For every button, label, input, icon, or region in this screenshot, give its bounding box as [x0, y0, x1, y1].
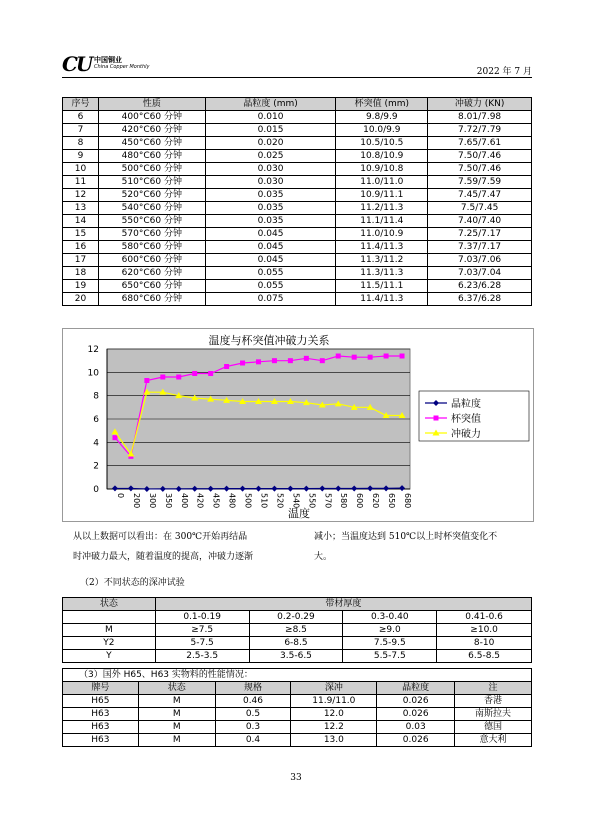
table-cell: H63: [63, 734, 139, 747]
cell-cupping: 11.3/11.2: [336, 254, 428, 267]
cell-value: 5.5-7.5: [343, 650, 437, 663]
table-cell: M: [138, 721, 215, 734]
cell-grain-size: 0.035: [205, 202, 336, 215]
table-row: [63, 241, 532, 254]
thickness-range: 0.3-0.40: [343, 611, 437, 624]
table-cell: 13.0: [291, 734, 377, 747]
cell-condition: 510°C60 分钟: [98, 176, 205, 189]
cell-force: 7.65/7.61: [428, 137, 532, 150]
data-point: [240, 361, 245, 366]
cell-force: 7.50/7.46: [428, 150, 532, 163]
cell-cupping: 10.8/10.9: [336, 150, 428, 163]
table-row: [63, 137, 532, 150]
cell-value: ≥10.0: [437, 624, 532, 637]
cell-index: 9: [63, 150, 99, 163]
cell-cupping: 11.5/11.1: [336, 280, 428, 293]
cell-value: 2.5-3.5: [155, 650, 249, 663]
cell-value: 8-10: [437, 637, 532, 650]
col-header-condition: 性质: [98, 98, 205, 111]
cell-condition: 570°C60 分钟: [98, 228, 205, 241]
cell-index: 18: [63, 267, 99, 280]
table-cell: 0.5: [215, 708, 291, 721]
cell-force: 7.25/7.17: [428, 228, 532, 241]
cell-index: 11: [63, 176, 99, 189]
data-point: [112, 435, 117, 440]
table-row: [63, 150, 532, 163]
data-point: [336, 354, 341, 359]
cell-force: 7.59/7.59: [428, 176, 532, 189]
table-row: [63, 189, 532, 202]
x-tick-label: 480: [227, 493, 237, 509]
x-tick-label: 450: [211, 493, 221, 509]
cell-grain-size: 0.075: [205, 293, 336, 306]
table-cell: 12.0: [291, 708, 377, 721]
cell-grain-size: 0.045: [205, 241, 336, 254]
cell-grain-size: 0.055: [205, 280, 336, 293]
y-tick-label: 4: [93, 438, 99, 449]
table-cell: 德国: [455, 721, 532, 734]
cell-state: Y2: [63, 637, 156, 650]
x-axis-label: 温度: [288, 507, 310, 520]
paragraph-right-col: [314, 527, 534, 567]
table-cell: 0.026: [377, 708, 455, 721]
x-tick-label: 550: [307, 493, 317, 509]
cell-condition: 540°C60 分钟: [98, 202, 205, 215]
table-cell: 香港: [455, 695, 532, 708]
cell-force: 7.03/7.04: [428, 267, 532, 280]
x-tick-label: 600: [355, 493, 365, 509]
table-cell: 11.9/11.0: [291, 695, 377, 708]
journal-logo: [62, 52, 157, 74]
table-row: [63, 734, 532, 747]
cell-value: 5-7.5: [155, 637, 249, 650]
data-point: [224, 364, 229, 369]
cell-grain-size: 0.035: [205, 215, 336, 228]
y-tick-label: 10: [87, 368, 99, 379]
page-number: 33: [290, 773, 302, 783]
section-3-heading-row: [63, 669, 532, 682]
cell-cupping: 10.9/10.8: [336, 163, 428, 176]
paragraph-line: 时冲破力最大，随着温度的提高，冲破力逐渐: [73, 552, 254, 562]
cell-index: 14: [63, 215, 99, 228]
table-cell: 0.46: [215, 695, 291, 708]
cell-index: 7: [63, 124, 99, 137]
y-tick-label: 12: [87, 345, 99, 355]
cell-index: 10: [63, 163, 99, 176]
legend-label: 杯突值: [451, 414, 481, 425]
cell-grain-size: 0.055: [205, 267, 336, 280]
cell-index: 17: [63, 254, 99, 267]
cell-cupping: 11.4/11.3: [336, 241, 428, 254]
table-row: [63, 124, 532, 137]
x-tick-label: 0: [115, 493, 125, 499]
cell-condition: 450°C60 分钟: [98, 137, 205, 150]
x-tick-label: 200: [131, 493, 141, 509]
table-row: [63, 176, 532, 189]
y-tick-label: 8: [93, 391, 99, 402]
data-point: [208, 371, 213, 376]
cell-condition: 680°C60 分钟: [98, 293, 205, 306]
cell-cupping: 11.1/11.4: [336, 215, 428, 228]
table-cell: 12.2: [291, 721, 377, 734]
cell-force: 7.45/7.47: [428, 189, 532, 202]
cell-index: 19: [63, 280, 99, 293]
y-tick-label: 2: [93, 461, 99, 472]
cell-grain-size: 0.045: [205, 228, 336, 241]
x-tick-label: 520: [275, 493, 285, 509]
cell-grain-size: 0.025: [205, 150, 336, 163]
cell-grain-size: 0.015: [205, 124, 336, 137]
table-row: [63, 624, 532, 637]
cell-condition: 520°C60 分钟: [98, 189, 205, 202]
cell-index: 12: [63, 189, 99, 202]
table-row: [63, 215, 532, 228]
cell-index: 20: [63, 293, 99, 306]
x-tick-label: 420: [195, 493, 205, 509]
table-header-row: [63, 682, 532, 695]
table-row: [63, 163, 532, 176]
thickness-range: 0.1-0.19: [155, 611, 249, 624]
data-point: [304, 356, 309, 361]
table-row: [63, 708, 532, 721]
cell-condition: 420°C60 分钟: [98, 124, 205, 137]
cell-cupping: 10.0/9.9: [336, 124, 428, 137]
cell-force: 7.37/7.17: [428, 241, 532, 254]
cell-value: 6.5-8.5: [437, 650, 532, 663]
paragraph-left-col: [73, 527, 303, 567]
cell-value: ≥7.5: [155, 624, 249, 637]
x-tick-label: 580: [339, 493, 349, 509]
cell-value: ≥8.5: [249, 624, 343, 637]
table-cell: H63: [63, 708, 139, 721]
table-cell: M: [138, 734, 215, 747]
cell-force: 7.50/7.46: [428, 163, 532, 176]
cell-condition: 600°C60 分钟: [98, 254, 205, 267]
thickness-range: 0.2-0.29: [249, 611, 343, 624]
table-cell: 0.026: [377, 734, 455, 747]
col-header: 注: [455, 682, 532, 695]
x-tick-label: 510: [259, 493, 269, 509]
table-row: [63, 254, 532, 267]
table-cell: M: [138, 695, 215, 708]
table-cell: H65: [63, 695, 139, 708]
col-header-index: 序号: [63, 98, 99, 111]
paragraph-line: 减小；当温度达到 510℃以上时杯突值变化不: [314, 532, 498, 542]
col-header-state: 状态: [63, 598, 156, 611]
table-row: [63, 267, 532, 280]
header-rule: [62, 77, 532, 78]
data-point: [320, 358, 325, 363]
col-header: 深冲: [291, 682, 377, 695]
y-tick-label: 6: [93, 415, 99, 425]
table-cell: 0.4: [215, 734, 291, 747]
cell-value: 6-8.5: [249, 637, 343, 650]
cell-grain-size: 0.045: [205, 254, 336, 267]
cell-cupping: 11.2/11.3: [336, 202, 428, 215]
cell-grain-size: 0.035: [205, 189, 336, 202]
cell-grain-size: 0.020: [205, 137, 336, 150]
x-tick-label: 620: [371, 493, 381, 509]
col-header: 规格: [215, 682, 291, 695]
cell-force: 7.03/7.06: [428, 254, 532, 267]
cell-grain-size: 0.030: [205, 176, 336, 189]
data-point: [256, 359, 261, 364]
legend-marker: [434, 416, 439, 421]
data-point: [368, 355, 373, 360]
paragraph-line: 大。: [314, 552, 333, 562]
col-header-cupping: 杯突值 (mm): [336, 98, 428, 111]
cell-grain-size: 0.030: [205, 163, 336, 176]
cell-value: 3.5-6.5: [249, 650, 343, 663]
col-header-force: 冲破力 (KN): [428, 98, 532, 111]
cell-condition: 580°C60 分钟: [98, 241, 205, 254]
table-cell: [63, 611, 156, 624]
table-row: [63, 293, 532, 306]
table-cell: H63: [63, 721, 139, 734]
x-tick-label: 400: [179, 493, 189, 509]
data-point: [288, 358, 293, 363]
table-header-row: [63, 98, 532, 111]
cell-value: ≥9.0: [343, 624, 437, 637]
cell-index: 13: [63, 202, 99, 215]
deep-drawing-table: [62, 597, 532, 663]
logo-english-name: China Copper Monthly: [94, 64, 150, 70]
cell-force: 7.40/7.40: [428, 215, 532, 228]
table-row: [63, 721, 532, 734]
cell-cupping: 11.0/11.0: [336, 176, 428, 189]
cell-condition: 650°C60 分钟: [98, 280, 205, 293]
cell-force: 6.23/6.28: [428, 280, 532, 293]
data-point: [176, 375, 181, 380]
cell-condition: 500°C60 分钟: [98, 163, 205, 176]
cell-index: 6: [63, 111, 99, 124]
paragraph-line: 从以上数据可以看出：在 300℃开始再结晶: [73, 532, 248, 542]
data-point: [144, 378, 149, 383]
table-row: [63, 280, 532, 293]
cell-state: Y: [63, 650, 156, 663]
cell-cupping: 10.5/10.5: [336, 137, 428, 150]
x-tick-label: 650: [387, 493, 397, 509]
table-cell: M: [138, 708, 215, 721]
cell-force: 6.37/6.28: [428, 293, 532, 306]
legend-label: 冲破力: [451, 429, 481, 440]
cell-force: 7.72/7.79: [428, 124, 532, 137]
cell-force: 7.5/7.45: [428, 202, 532, 215]
chart-title: 温度与杯突值冲破力关系: [208, 334, 330, 347]
cell-condition: 400°C60 分钟: [98, 111, 205, 124]
cell-condition: 550°C60 分钟: [98, 215, 205, 228]
data-point: [272, 358, 277, 363]
x-tick-label: 500: [243, 493, 253, 509]
legend-label: 晶粒度: [451, 399, 481, 410]
table-row: [63, 695, 532, 708]
table-cell: 0.3: [215, 721, 291, 734]
cell-index: 16: [63, 241, 99, 254]
cell-cupping: 11.0/10.9: [336, 228, 428, 241]
data-point: [192, 371, 197, 376]
cell-state: M: [63, 624, 156, 637]
table-row: [63, 202, 532, 215]
thickness-range: 0.41-0.6: [437, 611, 532, 624]
cell-condition: 620°C60 分钟: [98, 267, 205, 280]
table-row: [63, 637, 532, 650]
table-cell: 意大利: [455, 734, 532, 747]
table-row: [63, 111, 532, 124]
issue-date: 2022 年 7 月: [476, 67, 532, 77]
table-cell: 0.03: [377, 721, 455, 734]
data-point: [352, 355, 357, 360]
table-row: [63, 650, 532, 663]
cell-index: 15: [63, 228, 99, 241]
data-point: [400, 354, 405, 359]
table-cell: 南斯拉夫: [455, 708, 532, 721]
col-header: 状态: [138, 682, 215, 695]
chart-legend: [419, 391, 529, 441]
x-tick-label: 680: [403, 493, 413, 509]
section-2-heading: （2）不同状态的深冲试验: [80, 578, 185, 588]
x-tick-label: 570: [323, 493, 333, 509]
col-header-grain-size: 晶粒度 (mm): [205, 98, 336, 111]
cell-value: 7.5-9.5: [343, 637, 437, 650]
col-header-thickness: 带材厚度: [155, 598, 531, 611]
x-tick-label: 540: [291, 493, 301, 509]
thickness-range-row: [63, 611, 532, 624]
section-3-heading: （3）国外 H65、H63 实物料的性能情况：: [63, 669, 532, 682]
cell-index: 8: [63, 137, 99, 150]
table-row: [63, 228, 532, 241]
logo-chinese-name: 中国铜业: [94, 56, 122, 64]
table-cell: 0.026: [377, 695, 455, 708]
y-tick-label: 0: [93, 485, 99, 495]
col-header: 牌号: [63, 682, 139, 695]
cell-cupping: 11.3/11.3: [336, 267, 428, 280]
x-tick-label: 300: [147, 493, 157, 509]
cell-force: 8.01/7.98: [428, 111, 532, 124]
cell-cupping: 9.8/9.9: [336, 111, 428, 124]
logo-mark: CU: [62, 52, 92, 76]
chart-container: [62, 328, 532, 520]
cell-grain-size: 0.010: [205, 111, 336, 124]
cell-condition: 480°C60 分钟: [98, 150, 205, 163]
cell-cupping: 11.4/11.3: [336, 293, 428, 306]
annealing-results-table: [62, 97, 532, 306]
cell-cupping: 10.9/11.1: [336, 189, 428, 202]
col-header: 晶粒度: [377, 682, 455, 695]
foreign-material-table: [62, 668, 532, 747]
data-point: [160, 375, 165, 380]
table-header-row: [63, 598, 532, 611]
data-point: [384, 354, 389, 359]
x-tick-label: 350: [163, 493, 173, 509]
temperature-relation-chart: [62, 328, 534, 522]
